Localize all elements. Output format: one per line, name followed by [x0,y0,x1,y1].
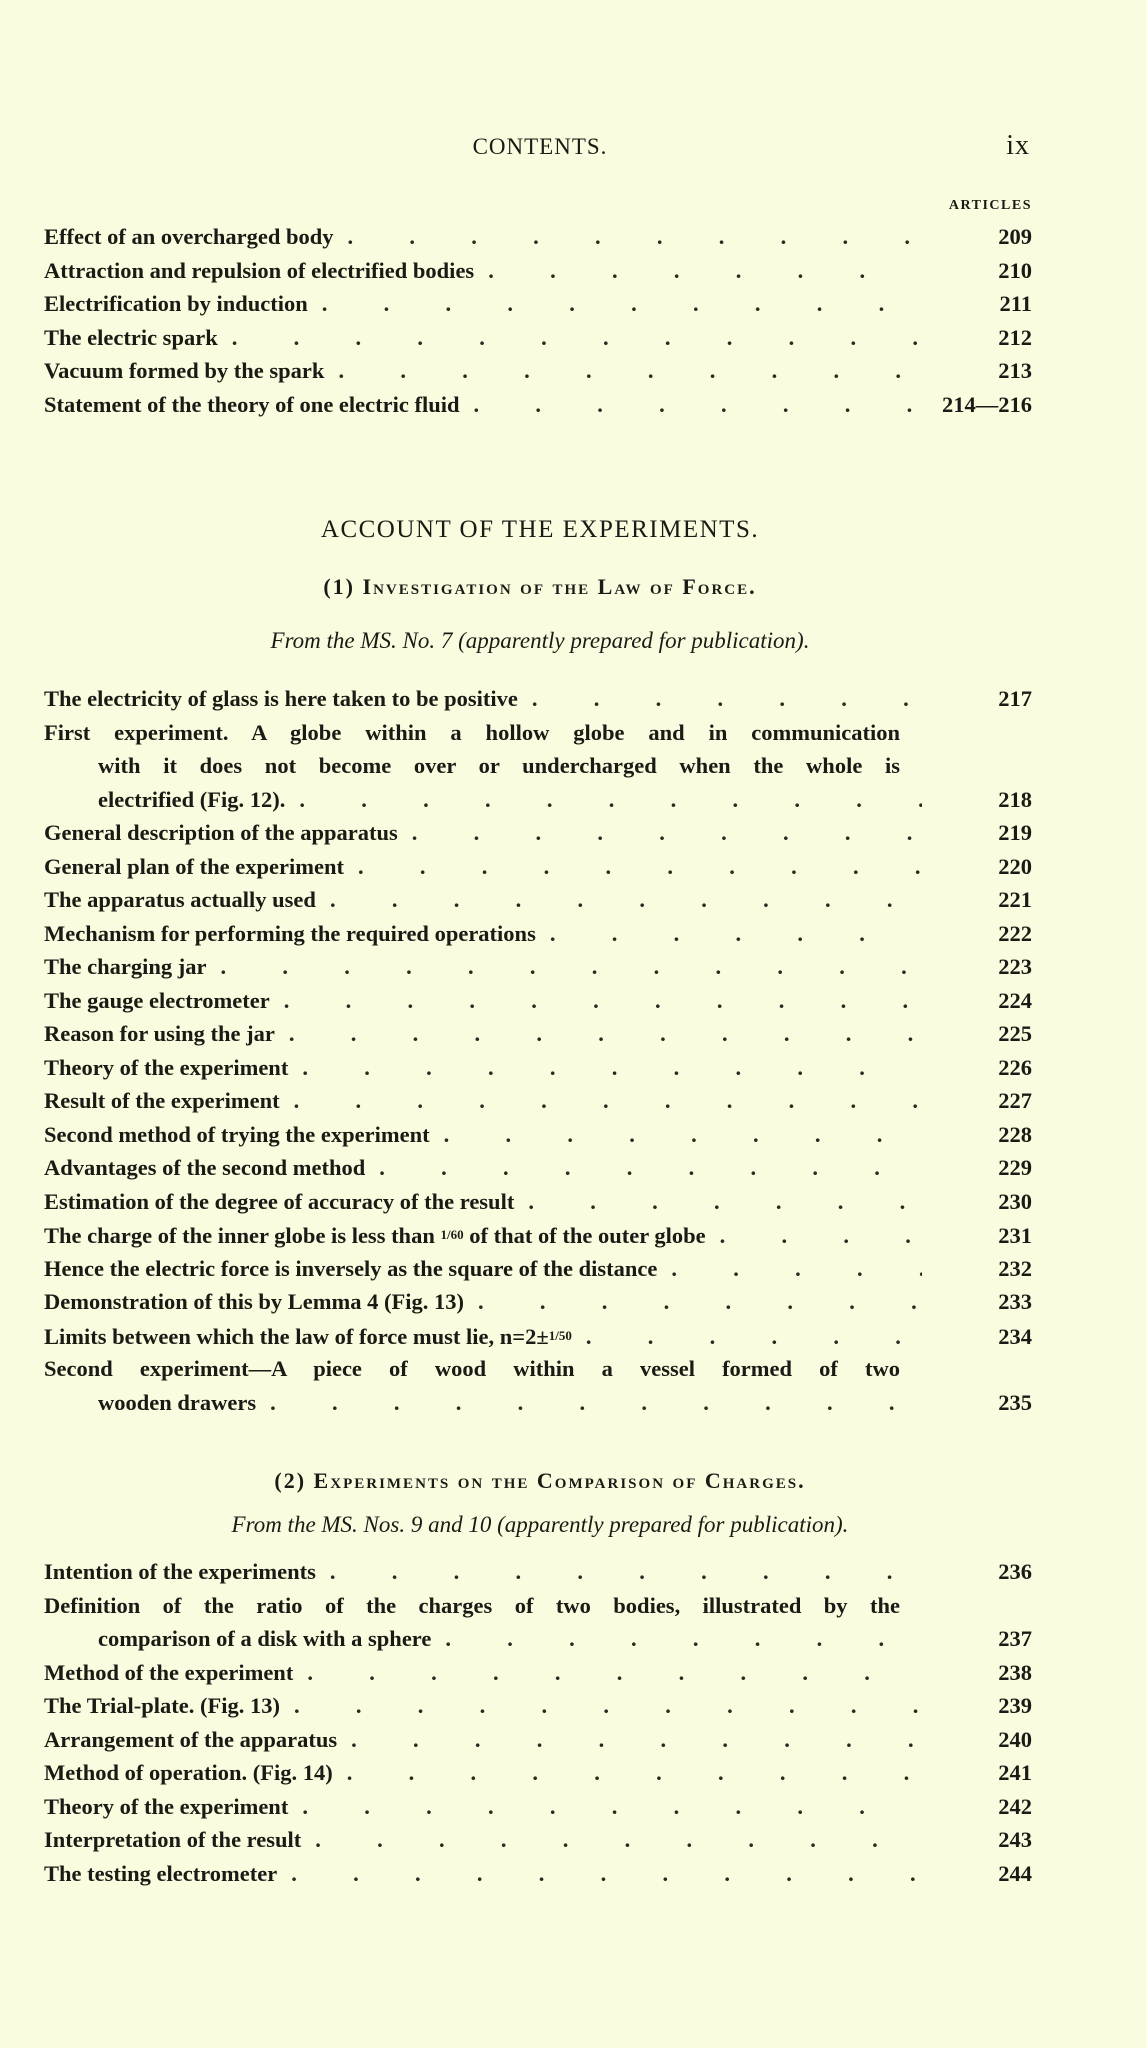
leader-dots [256,1386,922,1420]
leader-dots [398,816,922,850]
toc-entry-title: The apparatus actually used [44,887,316,912]
toc-entry-number: 214—216 [942,391,1032,417]
toc-entry-title: Reason for using the jar [44,1021,275,1046]
toc-entry-title: Effect of an overcharged body [44,224,334,249]
toc-entry-number: 220 [998,853,1032,879]
toc-entry-title: The electric spark [44,324,218,350]
leader-dots [280,1689,922,1723]
leader-dots [464,1285,922,1319]
toc-entry-title-line: Definition of the ratio of the charges of two bodies, illustrated by the [44,1592,900,1618]
toc-entry-title: Mechanism for performing the required operations [44,920,536,946]
toc-entry [44,716,1032,817]
page-number: ix [1006,130,1030,161]
toc-entry-number: 211 [999,291,1032,316]
section-1-source-note: From the MS. No. 7 (apparently prepared for publication). [270,628,810,653]
toc-entry [44,1857,1032,1891]
toc-section-1-list [44,682,1032,1419]
toc-entry-number: 235 [998,1389,1032,1415]
toc-entry [44,287,1032,321]
toc-entry-number: 242 [998,1793,1032,1819]
leader-dots [333,1756,922,1790]
leader-dots [308,287,922,321]
toc-entry [44,1756,1032,1790]
toc-entry-number: 213 [998,358,1032,383]
toc-entry [44,220,1032,254]
toc-entry-number: 222 [998,920,1032,946]
toc-entry [44,1084,1032,1118]
toc-entry-title-continued: of that of the outer globe [469,1223,706,1248]
toc-entry-title: Theory of the experiment [44,1054,289,1080]
toc-section-2-list [44,1555,1032,1890]
toc-entry-title: Method of operation. (Fig. 14) [44,1760,333,1785]
leader-dots [285,783,922,817]
toc-entry-title-line: electrified (Fig. 12). [98,786,286,812]
toc-entry-title: The testing electrometer [44,1860,278,1886]
toc-entry-title: Hence the electric force is inversely as the square of the distance [44,1255,658,1281]
toc-entry [44,1319,1032,1353]
toc-entry-number: 227 [998,1088,1032,1113]
leader-dots [460,388,922,422]
toc-entry-title-line: Second experiment—A piece of wood within a vessel formed of two [44,1356,900,1381]
leader-dots [288,1051,922,1085]
toc-entry [44,950,1032,984]
toc-entry-title: Result of the experiment [44,1088,280,1113]
section-1-heading: (1) Investigation of the Law of Force. [323,574,757,599]
toc-entry-number: 228 [998,1121,1032,1147]
toc-entry [44,883,1032,917]
toc-entry-number: 218 [998,786,1032,812]
toc-entry-number: 210 [998,257,1032,283]
leader-dots [657,1252,922,1286]
leader-dots [518,682,922,716]
leader-dots [431,1622,922,1656]
leader-dots [514,1185,922,1219]
toc-entry [44,1723,1032,1757]
leader-dots [218,321,922,355]
toc-entry-number: 241 [998,1760,1032,1785]
toc-entry [44,984,1032,1018]
section-2-source-note: From the MS. Nos. 9 and 10 (apparently prepared for publication). [231,1512,849,1537]
leader-dots [474,254,922,288]
toc-entry-number: 238 [998,1659,1032,1685]
toc-entry-title-line: First experiment. A globe within a hollow globe and in communication [44,719,900,745]
toc-entry [44,1790,1032,1824]
fraction: 1/60 [440,1227,464,1242]
leader-dots [365,1151,922,1185]
toc-entry-number: 240 [998,1726,1032,1752]
toc-entry-number: 236 [998,1559,1032,1584]
leader-dots [280,1084,922,1118]
toc-entry-title: Theory of the experiment [44,1793,289,1819]
toc-entry-number: 232 [998,1255,1032,1281]
toc-entry-title: The Trial-plate. (Fig. 13) [44,1693,281,1718]
toc-entry-number: 224 [998,987,1032,1013]
toc-entry [44,1118,1032,1152]
toc-entry-title-line: wooden drawers [98,1389,257,1415]
leader-dots [207,950,923,984]
leader-dots [301,1823,922,1857]
leader-dots [316,1555,922,1589]
toc-entry-title: Method of the experiment [44,1659,294,1685]
toc-entry-number: 243 [998,1827,1032,1852]
toc-entry-number: 217 [998,686,1032,711]
toc-entry-title: The electricity of glass is here taken to be positive [44,686,518,711]
toc-entry-number: 223 [998,954,1032,979]
toc-entry [44,1051,1032,1085]
leader-dots [277,1857,922,1891]
toc-entry [44,354,1032,388]
leader-dots [275,1017,922,1051]
toc-entry [44,1017,1032,1051]
toc-entry [44,321,1032,355]
toc-entry-title: General plan of the experiment [44,853,344,879]
toc-entry-title: The charging jar [44,954,207,979]
toc-entry-title: Estimation of the degree of accuracy of the result [44,1188,515,1214]
toc-entry-title: Limits between which the law of force must lie, n=2± [44,1323,549,1349]
leader-dots [572,1320,922,1354]
toc-entry [44,1656,1032,1690]
toc-entry-title: Vacuum formed by the spark [44,358,325,383]
toc-entry [44,1823,1032,1857]
toc-entry-title: Intention of the experiments [44,1559,316,1584]
toc-entry-number: 226 [998,1054,1032,1080]
toc-entry [44,816,1032,850]
toc-entry-number: 234 [998,1323,1032,1349]
leader-dots [324,354,922,388]
section-title: ACCOUNT OF THE EXPERIMENTS. [320,516,760,543]
articles-column-label: ARTICLES [948,198,1032,213]
running-title: CONTENTS. [472,134,608,159]
toc-entry-number: 233 [998,1289,1032,1314]
toc-entry [44,1218,1032,1252]
toc-entry-number: 212 [998,324,1032,350]
toc-entry [44,1352,1032,1419]
toc-entry-number: 225 [998,1021,1032,1046]
toc-entry-number: 230 [998,1188,1032,1214]
toc-entry-title: Advantages of the second method [44,1155,366,1180]
leader-dots [334,220,922,254]
toc-entry-title: Attraction and repulsion of electrified bodies [44,257,475,283]
toc-entry [44,1185,1032,1219]
toc-entry [44,1151,1032,1185]
toc-entry [44,254,1032,288]
leader-dots [270,984,922,1018]
section-2-heading: (2) Experiments on the Comparison of Charges. [274,1468,806,1493]
toc-entry-number: 219 [998,820,1032,845]
leader-dots [344,850,922,884]
toc-entry [44,1252,1032,1286]
toc-entry-title: Statement of the theory of one electric fluid [44,391,460,417]
leader-dots [337,1723,922,1757]
leader-dots [293,1656,922,1690]
toc-entry [44,850,1032,884]
fraction: 1/50 [548,1327,572,1343]
toc-entry-title: Second method of trying the experiment [44,1121,430,1147]
toc-entry [44,917,1032,951]
toc-entry-number: 209 [998,224,1032,249]
toc-entry-number: 231 [998,1223,1032,1248]
toc-entry-title: Arrangement of the apparatus [44,1726,338,1752]
toc-entry-title: Electrification by induction [44,291,308,316]
toc-entry [44,682,1032,716]
leader-dots [536,917,922,951]
toc-entry-title-line: with it does not become over or undercharged when the whole is [98,753,900,778]
toc-entry-number: 221 [998,887,1032,912]
toc-entry-number: 244 [998,1860,1032,1886]
toc-entry-number: 229 [998,1155,1032,1180]
toc-entry-title: The gauge electrometer [44,987,270,1013]
leader-dots [316,883,922,917]
leader-dots [288,1790,922,1824]
toc-entry-title-line: comparison of a disk with a sphere [98,1626,432,1651]
toc-entry-number: 237 [998,1626,1032,1651]
toc-entry [44,388,1032,422]
leader-dots [430,1118,922,1152]
leader-dots [706,1219,922,1253]
toc-entry-number: 239 [998,1693,1032,1718]
toc-top-list [44,220,1032,421]
toc-entry [44,1589,1032,1656]
toc-entry [44,1555,1032,1589]
toc-entry-title: Interpretation of the result [44,1827,302,1852]
toc-entry-title: General description of the apparatus [44,820,398,845]
toc-entry [44,1285,1032,1319]
toc-entry [44,1689,1032,1723]
toc-entry-title: Demonstration of this by Lemma 4 (Fig. 13) [44,1289,464,1314]
toc-entry-title: The charge of the inner globe is less than [44,1223,435,1248]
